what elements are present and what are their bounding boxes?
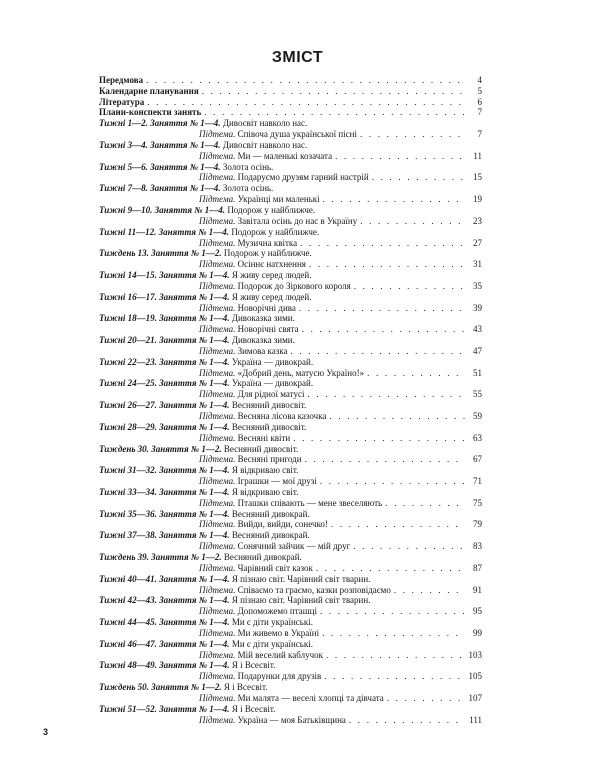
toc-entry-label bbox=[99, 595, 370, 605]
toc-entry-label bbox=[99, 552, 302, 562]
toc-page-number: 63 bbox=[473, 432, 482, 443]
toc-subtopic-prefix: Підтема. bbox=[199, 671, 236, 682]
toc-subtopic-label bbox=[199, 216, 357, 226]
toc-page-number: 19 bbox=[473, 194, 482, 205]
toc-subtopic-prefix: Підтема. bbox=[199, 411, 236, 421]
toc-entry-label bbox=[99, 248, 312, 258]
toc-page-number: 83 bbox=[473, 541, 482, 552]
toc-subtopic-row bbox=[99, 454, 482, 465]
toc-front-row bbox=[99, 107, 482, 118]
toc-entry-topic: Я відкриваю світ. bbox=[231, 486, 299, 497]
toc-subtopic-prefix: Підтема. bbox=[199, 692, 236, 703]
toc-leader-dots bbox=[394, 585, 465, 595]
toc-subtopic-row bbox=[99, 475, 482, 486]
toc-entry-topic: Дивосвіт навколо нас. bbox=[222, 139, 308, 150]
toc-entry-row bbox=[99, 464, 482, 475]
toc-entry-label bbox=[99, 205, 315, 215]
toc-page-number: 103 bbox=[468, 649, 482, 660]
toc-subtopic-row bbox=[99, 410, 482, 421]
toc-entry-topic: Золота осінь. bbox=[222, 183, 274, 194]
toc-subtopic-prefix: Підтема. bbox=[199, 432, 236, 443]
toc-front-label: Передмова bbox=[99, 74, 144, 85]
toc-entry-label bbox=[99, 487, 298, 497]
toc-subtopic-text: Ми — маленькі козачата bbox=[237, 150, 333, 161]
toc-subtopic-prefix: Підтема. bbox=[199, 237, 236, 248]
toc-entry-topic: Весняний дивосвіт. bbox=[231, 400, 307, 411]
toc-subtopic-row bbox=[99, 605, 482, 616]
toc-subtopic-text: Подорож до Зіркового короля bbox=[237, 280, 351, 291]
toc-entry-row bbox=[99, 139, 482, 150]
toc-page-number: 43 bbox=[473, 324, 482, 335]
page-number: 3 bbox=[43, 727, 49, 737]
toc-entry-topic: Я відкриваю світ. bbox=[231, 465, 299, 476]
toc-entry-topic: Дивоказка зими. bbox=[231, 313, 295, 324]
toc-leader-dots bbox=[326, 650, 465, 660]
toc-subtopic-label bbox=[199, 433, 290, 443]
toc-subtopic-prefix: Підтема. bbox=[199, 215, 236, 226]
toc-subtopic-text: Осіннє натхнення bbox=[237, 259, 306, 270]
toc-entry-row bbox=[99, 681, 482, 692]
toc-page-number: 7 bbox=[477, 107, 482, 118]
toc-entry-weeks: Тижні 9—10. Заняття № 1—4. bbox=[99, 204, 226, 215]
toc-subtopic-text: Іграшки — мої друзі bbox=[237, 476, 317, 487]
toc-subtopic-row bbox=[99, 280, 482, 291]
toc-leader-dots bbox=[320, 476, 465, 486]
toc-leader-dots bbox=[353, 541, 465, 551]
toc-subtopic-prefix: Підтема. bbox=[199, 389, 236, 400]
toc-entry-row bbox=[99, 334, 482, 345]
toc-subtopic-label bbox=[199, 650, 323, 660]
toc-entry-weeks: Тижні 31—32. Заняття № 1—4. bbox=[99, 465, 230, 476]
toc-leader-dots bbox=[302, 324, 465, 334]
toc-entry-row bbox=[99, 421, 482, 432]
toc-leader-dots bbox=[204, 107, 465, 117]
toc-entry-row bbox=[99, 443, 482, 454]
toc-entry-label bbox=[99, 660, 275, 670]
toc-entry-topic: Золота осінь. bbox=[222, 161, 274, 172]
toc-entry-topic: Дивосвіт навколо нас. bbox=[222, 118, 308, 129]
toc-front-label: Література bbox=[99, 96, 145, 107]
toc-page-number: 39 bbox=[473, 302, 482, 313]
toc-entry-label bbox=[99, 465, 298, 475]
toc-page-number: 75 bbox=[473, 497, 482, 508]
toc-subtopic-prefix: Підтема. bbox=[199, 367, 236, 378]
toc-entry-row bbox=[99, 161, 482, 172]
toc-front-row bbox=[99, 96, 482, 107]
toc-entry-row bbox=[99, 204, 482, 215]
toc-subtopic-label bbox=[199, 585, 391, 595]
toc-subtopic-prefix: Підтема. bbox=[199, 584, 236, 595]
toc-subtopic-row bbox=[99, 584, 482, 595]
toc-subtopic-label bbox=[199, 671, 321, 681]
toc-leader-dots bbox=[316, 563, 465, 573]
toc-front-label: Плани-конспекти занять bbox=[99, 107, 202, 118]
toc-subtopic-text: Україна — моя Батьківщина bbox=[237, 714, 346, 725]
toc-leader-dots bbox=[293, 433, 465, 443]
toc-front-row bbox=[99, 85, 482, 96]
toc-leader-dots bbox=[309, 259, 465, 269]
toc-entry-row bbox=[99, 291, 482, 302]
toc-entry-row bbox=[99, 117, 482, 128]
toc-page-number: 5 bbox=[477, 85, 482, 96]
toc-subtopic-text: Мій веселий каблучок bbox=[237, 649, 324, 660]
toc-entry-weeks: Тижні 1—2. Заняття № 1—4. bbox=[99, 118, 221, 129]
toc-subtopic-text: Подаруємо друзям гарний настрій bbox=[237, 172, 369, 183]
toc-entry-row bbox=[99, 378, 482, 389]
toc-subtopic-text: Весняні пригоди bbox=[237, 454, 302, 465]
toc-leader-dots bbox=[360, 216, 465, 226]
toc-subtopic-prefix: Підтема. bbox=[199, 649, 236, 660]
toc-entry-row bbox=[99, 313, 482, 324]
toc-subtopic-label bbox=[199, 172, 369, 182]
toc-subtopic-text: Зимова казка bbox=[237, 345, 288, 356]
toc-entry-row bbox=[99, 573, 482, 584]
toc-page-number: 15 bbox=[473, 172, 482, 183]
toc-entry-weeks: Тиждень 50. Заняття № 1—2. bbox=[99, 682, 222, 693]
toc-subtopic-label bbox=[199, 606, 317, 616]
toc-subtopic-text: Сонячний зайчик — мій друг bbox=[237, 541, 351, 552]
toc-entry-row bbox=[99, 182, 482, 193]
toc-leader-dots bbox=[387, 693, 465, 703]
toc-subtopic-row bbox=[99, 215, 482, 226]
toc-page-number: 55 bbox=[473, 389, 482, 400]
toc-entry-label bbox=[99, 530, 310, 540]
toc-subtopic-label bbox=[199, 303, 296, 313]
toc-subtopic-row bbox=[99, 193, 482, 204]
toc-subtopic-label bbox=[199, 238, 297, 248]
toc-entry-row bbox=[99, 269, 482, 280]
toc-leader-dots bbox=[322, 628, 465, 638]
toc-leader-dots bbox=[299, 303, 465, 313]
toc-page-number: 105 bbox=[468, 671, 482, 682]
toc-entry-weeks: Тижні 22—23. Заняття № 1—4. bbox=[99, 356, 230, 367]
toc-subtopic-label bbox=[199, 693, 384, 703]
toc-leader-dots bbox=[147, 97, 465, 107]
toc-subtopic-label bbox=[199, 541, 350, 551]
toc-page-number: 59 bbox=[473, 411, 482, 421]
toc-leader-dots bbox=[320, 606, 465, 616]
toc-entry-topic: Я живу серед людей. bbox=[231, 291, 312, 302]
toc-entry-weeks: Тижні 40—41. Заняття № 1—4. bbox=[99, 573, 230, 584]
toc-entry-topic: Україна — дивокрай. bbox=[231, 378, 314, 389]
toc-page-number: 31 bbox=[473, 259, 482, 270]
toc-subtopic-prefix: Підтема. bbox=[199, 541, 236, 552]
toc-page-number: 87 bbox=[473, 562, 482, 573]
toc-front-row bbox=[99, 74, 482, 85]
toc-page-number: 23 bbox=[473, 215, 482, 226]
toc-entry-row bbox=[99, 616, 482, 627]
toc-leader-dots bbox=[323, 194, 465, 204]
toc-entry-topic: Весняний дивокрай. bbox=[223, 551, 302, 562]
toc-leader-dots bbox=[329, 411, 465, 421]
toc-subtopic-text: Новорічні дива bbox=[237, 302, 296, 313]
toc-entry-row bbox=[99, 660, 482, 671]
toc-subtopic-row bbox=[99, 345, 482, 356]
toc-entry-label bbox=[99, 227, 319, 237]
toc-entry-label bbox=[99, 335, 295, 345]
toc-subtopic-label bbox=[199, 346, 288, 356]
toc-subtopic-prefix: Підтема. bbox=[199, 627, 236, 638]
toc-entry-weeks: Тижні 24—25. Заняття № 1—4. bbox=[99, 378, 230, 389]
toc-page-number: 91 bbox=[473, 584, 482, 595]
page-title: ЗМІСТ bbox=[271, 49, 324, 66]
toc-entry-label bbox=[99, 509, 310, 519]
toc-page-number: 47 bbox=[473, 345, 482, 356]
toc-page-number: 6 bbox=[477, 96, 482, 107]
toc-entry-label bbox=[99, 574, 370, 584]
toc-page-number: 7 bbox=[477, 129, 482, 140]
toc-entry-topic: Подорож у найближче. bbox=[223, 248, 312, 259]
toc-entry-topic: Я і Всесвіт. bbox=[231, 660, 276, 671]
toc-page-number: 51 bbox=[473, 367, 482, 378]
toc-entry-row bbox=[99, 486, 482, 497]
toc-subtopic-text: Музична квітка bbox=[237, 237, 298, 248]
toc-entry-label bbox=[99, 292, 312, 302]
toc-subtopic-prefix: Підтема. bbox=[199, 606, 236, 617]
toc-subtopic-label bbox=[199, 368, 364, 378]
toc-subtopic-text: Весняна лісова казочка bbox=[237, 411, 327, 421]
toc-subtopic-row bbox=[99, 649, 482, 660]
toc-entry-row bbox=[99, 399, 482, 410]
toc-entry-topic: Я пізнаю світ. Чарівний світ тварин. bbox=[231, 595, 371, 606]
toc-entry-weeks: Тижні 44—45. Заняття № 1—4. bbox=[99, 617, 230, 628]
toc-subtopic-row bbox=[99, 258, 482, 269]
toc-entry-row bbox=[99, 356, 482, 367]
toc-subtopic-prefix: Підтема. bbox=[199, 562, 236, 573]
toc-entry-weeks: Тижні 51—52. Заняття № 1—4. bbox=[99, 703, 230, 714]
toc-page-number: 111 bbox=[469, 714, 482, 725]
toc-subtopic-row bbox=[99, 128, 482, 139]
toc-entry-label bbox=[99, 162, 273, 172]
toc-subtopic-text: Пташки співають — мене звеселяють bbox=[237, 497, 383, 508]
toc-entry-label bbox=[99, 682, 267, 692]
toc-front-label: Календарне планування bbox=[99, 85, 199, 96]
toc-entry-label bbox=[99, 444, 298, 454]
toc-entry-topic: Весняний дивокрай. bbox=[231, 508, 310, 519]
toc-subtopic-prefix: Підтема. bbox=[199, 129, 236, 140]
toc-subtopic-prefix: Підтема. bbox=[199, 150, 236, 161]
toc-subtopic-label bbox=[199, 628, 319, 638]
toc-entry-weeks: Тижні 5—6. Заняття № 1—4. bbox=[99, 161, 221, 172]
toc-page-number: 95 bbox=[473, 606, 482, 617]
toc-subtopic-label bbox=[199, 454, 302, 464]
toc-entry-label bbox=[99, 270, 312, 280]
toc-entry-weeks: Тижні 18—19. Заняття № 1—4. bbox=[99, 313, 230, 324]
toc-subtopic-prefix: Підтема. bbox=[199, 519, 236, 530]
toc-subtopic-prefix: Підтема. bbox=[199, 302, 236, 313]
table-of-contents bbox=[99, 74, 482, 725]
toc-subtopic-label bbox=[199, 389, 304, 399]
toc-subtopic-label bbox=[199, 281, 351, 291]
toc-subtopic-prefix: Підтема. bbox=[199, 280, 236, 291]
toc-leader-dots bbox=[335, 151, 465, 161]
toc-subtopic-label bbox=[199, 324, 299, 334]
toc-subtopic-prefix: Підтема. bbox=[199, 345, 236, 356]
toc-entry-row bbox=[99, 638, 482, 649]
toc-entry-label bbox=[99, 422, 306, 432]
toc-entry-weeks: Тижні 20—21. Заняття № 1—4. bbox=[99, 335, 230, 346]
toc-entry-label bbox=[99, 617, 313, 627]
toc-entry-topic: Україна — дивокрай. bbox=[231, 356, 314, 367]
toc-page-number: 99 bbox=[473, 627, 482, 638]
toc-page-number: 71 bbox=[473, 476, 482, 487]
toc-subtopic-text: «Добрий день, матусю Україно!» bbox=[237, 367, 365, 378]
toc-entry-weeks: Тиждень 30. Заняття № 1—2. bbox=[99, 443, 222, 454]
toc-leader-dots bbox=[300, 238, 465, 248]
toc-leader-dots bbox=[354, 281, 465, 291]
toc-entry-topic: Я і Всесвіт. bbox=[231, 703, 276, 714]
toc-subtopic-text: Співоча душа української пісні bbox=[237, 129, 357, 140]
toc-entry-topic: Подорож у найближче. bbox=[227, 204, 316, 215]
toc-subtopic-prefix: Підтема. bbox=[199, 454, 236, 465]
toc-subtopic-row bbox=[99, 237, 482, 248]
toc-entry-label bbox=[99, 378, 313, 388]
toc-page-number: 4 bbox=[477, 74, 482, 85]
toc-subtopic-row bbox=[99, 367, 482, 378]
toc-entry-topic: Весняний дивосвіт. bbox=[231, 421, 307, 432]
toc-subtopic-row bbox=[99, 323, 482, 334]
toc-entry-topic: Я живу серед людей. bbox=[231, 270, 312, 281]
toc-subtopic-row bbox=[99, 519, 482, 530]
toc-leader-dots bbox=[324, 671, 465, 681]
toc-subtopic-label bbox=[199, 715, 346, 725]
toc-subtopic-prefix: Підтема. bbox=[199, 324, 236, 335]
toc-entry-label bbox=[99, 400, 306, 410]
toc-entry-weeks: Тижні 42—43. Заняття № 1—4. bbox=[99, 595, 230, 606]
toc-entry-row bbox=[99, 595, 482, 606]
toc-subtopic-row bbox=[99, 670, 482, 681]
toc-leader-dots bbox=[385, 498, 465, 508]
toc-entry-row bbox=[99, 226, 482, 237]
toc-leader-dots bbox=[291, 346, 466, 356]
toc-subtopic-label bbox=[199, 259, 306, 269]
toc-entry-weeks: Тижні 3—4. Заняття № 1—4. bbox=[99, 139, 221, 150]
toc-page-number: 11 bbox=[473, 150, 482, 161]
toc-page-number: 67 bbox=[473, 454, 482, 465]
toc-subtopic-text: Для рідної матусі bbox=[237, 389, 305, 400]
toc-subtopic-label bbox=[199, 476, 317, 486]
toc-subtopic-row bbox=[99, 627, 482, 638]
toc-subtopic-prefix: Підтема. bbox=[199, 714, 236, 725]
toc-entry-topic: Ми є діти українські. bbox=[231, 617, 313, 628]
toc-entry-weeks: Тижні 37—38. Заняття № 1—4. bbox=[99, 530, 230, 541]
toc-leader-dots bbox=[331, 519, 465, 529]
toc-leader-dots bbox=[146, 75, 465, 85]
toc-subtopic-row bbox=[99, 172, 482, 183]
toc-subtopic-text: Подарунки для друзів bbox=[237, 671, 322, 682]
toc-subtopic-label bbox=[199, 519, 328, 529]
toc-subtopic-label bbox=[199, 411, 326, 421]
toc-entry-weeks: Тижні 33—34. Заняття № 1—4. bbox=[99, 486, 230, 497]
toc-leader-dots bbox=[349, 715, 465, 725]
toc-entry-topic: Дивоказка зими. bbox=[231, 335, 295, 346]
toc-page-number: 79 bbox=[473, 519, 482, 530]
toc-entry-label bbox=[99, 357, 313, 367]
toc-subtopic-label bbox=[199, 498, 382, 508]
toc-subtopic-text: Весняні квіти bbox=[237, 432, 291, 443]
toc-subtopic-row bbox=[99, 302, 482, 313]
toc-entry-topic: Я і Всесвіт. bbox=[223, 682, 268, 693]
toc-entry-topic: Подорож у найближче. bbox=[231, 226, 320, 237]
toc-subtopic-text: Ми малята — веселі хлопці та дівчата bbox=[237, 692, 384, 703]
toc-entry-weeks: Тижні 35—36. Заняття № 1—4. bbox=[99, 508, 230, 519]
toc-entry-topic: Весняний дивосвіт. bbox=[223, 443, 299, 454]
toc-subtopic-prefix: Підтема. bbox=[199, 259, 236, 270]
toc-subtopic-prefix: Підтема. bbox=[199, 194, 236, 205]
toc-subtopic-row bbox=[99, 432, 482, 443]
toc-leader-dots bbox=[305, 454, 465, 464]
toc-subtopic-label bbox=[199, 194, 320, 204]
toc-subtopic-row bbox=[99, 388, 482, 399]
toc-subtopic-label bbox=[199, 151, 332, 161]
toc-entry-weeks: Тижні 14—15. Заняття № 1—4. bbox=[99, 270, 230, 281]
toc-entry-row bbox=[99, 508, 482, 519]
toc-entry-weeks: Тижні 7—8. Заняття № 1—4. bbox=[99, 183, 221, 194]
toc-subtopic-label bbox=[199, 563, 313, 573]
toc-subtopic-row bbox=[99, 692, 482, 703]
toc-entry-topic: Весняний дивокрай. bbox=[231, 530, 310, 541]
toc-leader-dots bbox=[367, 368, 465, 378]
toc-subtopic-text: Новорічні свята bbox=[237, 324, 299, 335]
toc-entry-weeks: Тижні 26—27. Заняття № 1—4. bbox=[99, 400, 230, 411]
toc-subtopic-text: Ми живемо в Україні bbox=[237, 627, 320, 638]
toc-subtopic-label bbox=[199, 129, 357, 139]
toc-subtopic-text: Чарівний світ казок bbox=[237, 562, 313, 573]
toc-entry-weeks: Тиждень 13. Заняття № 1—2. bbox=[99, 248, 222, 259]
toc-subtopic-text: Допоможемо пташці bbox=[237, 606, 317, 617]
toc-subtopic-row bbox=[99, 497, 482, 508]
toc-entry-label bbox=[99, 140, 307, 150]
toc-subtopic-row bbox=[99, 150, 482, 161]
toc-subtopic-text: Співаємо та граємо, казки розповідаємо bbox=[237, 584, 391, 595]
toc-entry-row bbox=[99, 248, 482, 259]
toc-entry-topic: Я пізнаю світ. Чарівний світ тварин. bbox=[231, 573, 371, 584]
toc-entry-weeks: Тижні 28—29. Заняття № 1—4. bbox=[99, 421, 230, 432]
toc-subtopic-row bbox=[99, 714, 482, 725]
toc-page-number: 27 bbox=[473, 237, 482, 248]
toc-subtopic-text: Вийди, вийди, сонечко! bbox=[237, 519, 328, 530]
toc-entry-row bbox=[99, 551, 482, 562]
toc-entry-weeks: Тижні 11—12. Заняття № 1—4. bbox=[99, 226, 230, 237]
toc-entry-label bbox=[99, 639, 313, 649]
toc-entry-label bbox=[99, 704, 275, 714]
toc-entry-weeks: Тиждень 39. Заняття № 1—2. bbox=[99, 551, 222, 562]
toc-entry-label bbox=[99, 313, 295, 323]
toc-entry-label bbox=[99, 183, 273, 193]
toc-entry-topic: Ми є діти українські. bbox=[231, 638, 313, 649]
toc-page-number: 107 bbox=[468, 692, 482, 703]
toc-subtopic-text: Завітала осінь до нас в Україну bbox=[237, 215, 358, 226]
toc-entry-weeks: Тижні 16—17. Заняття № 1—4. bbox=[99, 291, 230, 302]
toc-leader-dots bbox=[372, 172, 465, 182]
toc-leader-dots bbox=[360, 129, 465, 139]
toc-subtopic-prefix: Підтема. bbox=[199, 497, 236, 508]
toc-page-number: 35 bbox=[473, 280, 482, 291]
toc-entry-label bbox=[99, 118, 307, 128]
toc-subtopic-row bbox=[99, 562, 482, 573]
toc-entry-row bbox=[99, 703, 482, 714]
toc-subtopic-row bbox=[99, 540, 482, 551]
toc-leader-dots bbox=[307, 389, 465, 399]
toc-leader-dots bbox=[202, 86, 465, 96]
toc-subtopic-prefix: Підтема. bbox=[199, 172, 236, 183]
toc-subtopic-text: Українці ми маленькі bbox=[237, 194, 320, 205]
toc-entry-row bbox=[99, 529, 482, 540]
toc-entry-weeks: Тижні 46—47. Заняття № 1—4. bbox=[99, 638, 230, 649]
toc-subtopic-prefix: Підтема. bbox=[199, 476, 236, 487]
toc-entry-weeks: Тижні 48—49. Заняття № 1—4. bbox=[99, 660, 230, 671]
